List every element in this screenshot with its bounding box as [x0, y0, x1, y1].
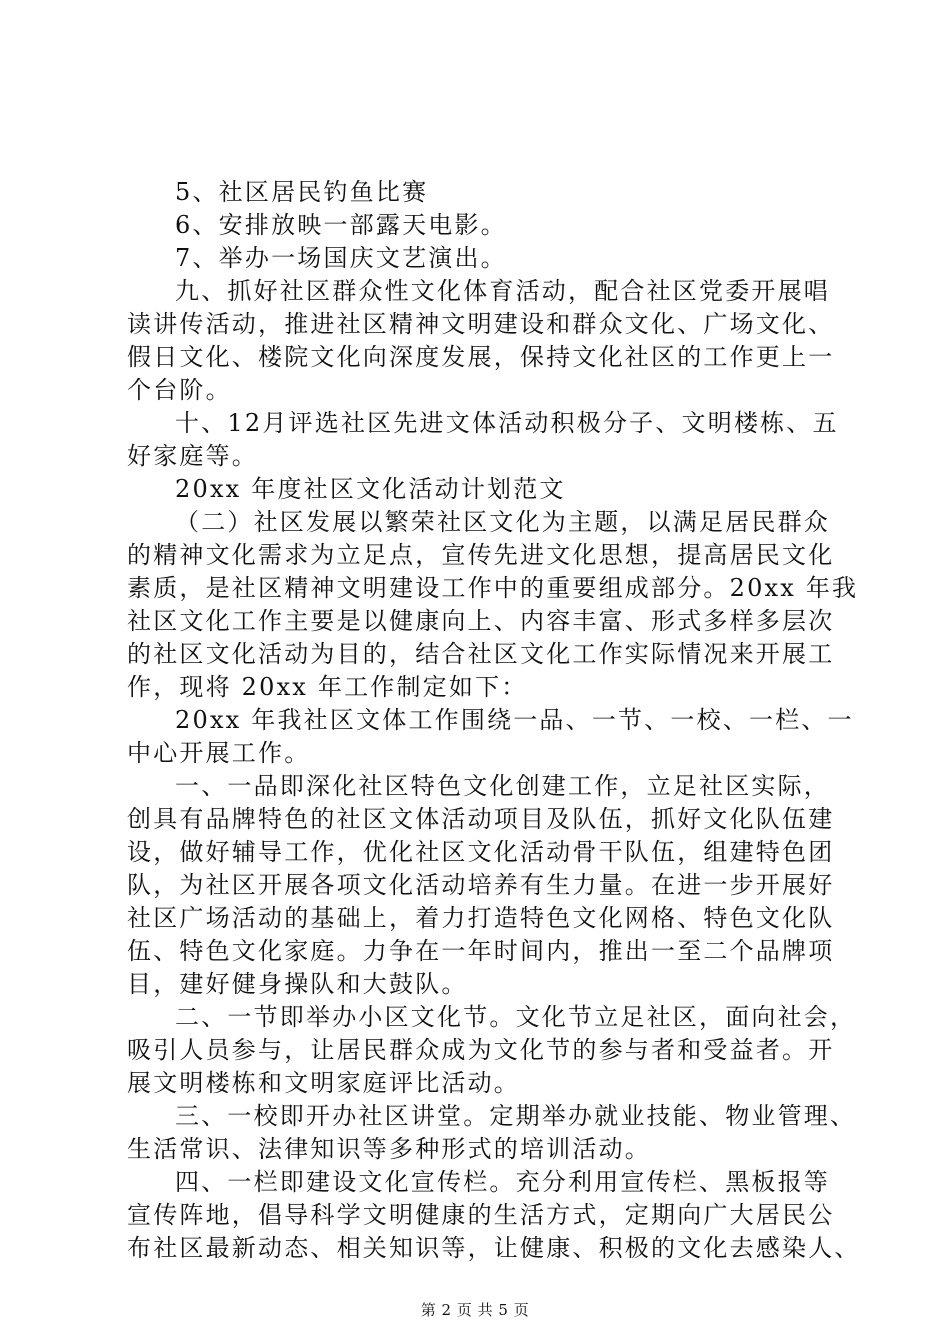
- document-body: [127, 176, 861, 1265]
- text-line: 设，做好辅导工作，优化社区文化活动骨干队伍，组建特色团: [127, 838, 835, 866]
- text-line: 目，建好健身操队和大鼓队。: [127, 970, 468, 998]
- text-line: 一、一品即深化社区特色文化创建工作，立足社区实际，: [175, 772, 830, 800]
- text-line: 宣传阵地，倡导科学文明健康的生活方式，定期向广大居民公: [127, 1201, 835, 1229]
- text-line: 创具有品牌特色的社区文体活动项目及队伍，抓好文化队伍建: [127, 805, 835, 833]
- text-line: 20xx 年我社区文体工作围绕一品、一节、一校、一栏、一: [175, 706, 854, 734]
- text-line: 九、抓好社区群众性文化体育活动，配合社区党委开展唱: [175, 277, 830, 305]
- text-line: 好家庭等。: [127, 442, 258, 470]
- text-line: 社区文化工作主要是以健康向上、内容丰富、形式多样多层次: [127, 607, 835, 635]
- text-line: 十、12月评选社区先进文体活动积极分子、文明楼栋、五: [175, 409, 839, 437]
- page-footer: 第 2 页 共 5 页: [420, 1301, 530, 1319]
- text-line: 读讲传活动，推进社区精神文明建设和群众文化、广场文化、: [127, 310, 835, 338]
- text-line: 5、社区居民钓鱼比赛: [175, 178, 429, 206]
- text-line: 作，现将 20xx 年工作制定如下：: [127, 673, 528, 701]
- text-line: 7、举办一场国庆文艺演出。: [175, 244, 507, 272]
- text-line: 吸引人员参与，让居民群众成为文化节的参与者和受益者。开: [127, 1036, 835, 1064]
- text-line: 生活常识、法律知识等多种形式的培训活动。: [127, 1135, 651, 1163]
- text-line: 伍、特色文化家庭。力争在一年时间内，推出一至二个品牌项: [127, 937, 835, 965]
- text-line: 20xx 年度社区文化活动计划范文: [175, 475, 566, 503]
- text-line: 个台阶。: [127, 376, 232, 404]
- text-line: 中心开展工作。: [127, 739, 311, 767]
- text-line: 社区广场活动的基础上，着力打造特色文化网格、特色文化队: [127, 904, 835, 932]
- text-line: 二、一节即举办小区文化节。文化节立足社区，面向社会，: [175, 1003, 857, 1031]
- text-line: 四、一栏即建设文化宣传栏。充分利用宣传栏、黑板报等: [175, 1168, 830, 1196]
- text-line: 假日文化、楼院文化向深度发展，保持文化社区的工作更上一: [127, 343, 835, 371]
- text-line: 的精神文化需求为立足点，宣传先进文化思想，提高居民文化: [127, 541, 835, 569]
- text-line: （二）社区发展以繁荣社区文化为主题，以满足居民群众: [175, 508, 830, 536]
- text-line: 素质，是社区精神文明建设工作中的重要组成部分。20xx 年我: [127, 574, 859, 602]
- text-line: 队，为社区开展各项文化活动培养有生力量。在进一步开展好: [127, 871, 835, 899]
- text-line: 布社区最新动态、相关知识等，让健康、积极的文化去感染人、: [127, 1234, 861, 1262]
- text-line: 展文明楼栋和文明家庭评比活动。: [127, 1069, 520, 1097]
- text-line: 三、一校即开办社区讲堂。定期举办就业技能、物业管理、: [175, 1102, 857, 1130]
- text-line: 6、安排放映一部露天电影。: [175, 211, 507, 239]
- text-line: 的社区文化活动为目的，结合社区文化工作实际情况来开展工: [127, 640, 835, 668]
